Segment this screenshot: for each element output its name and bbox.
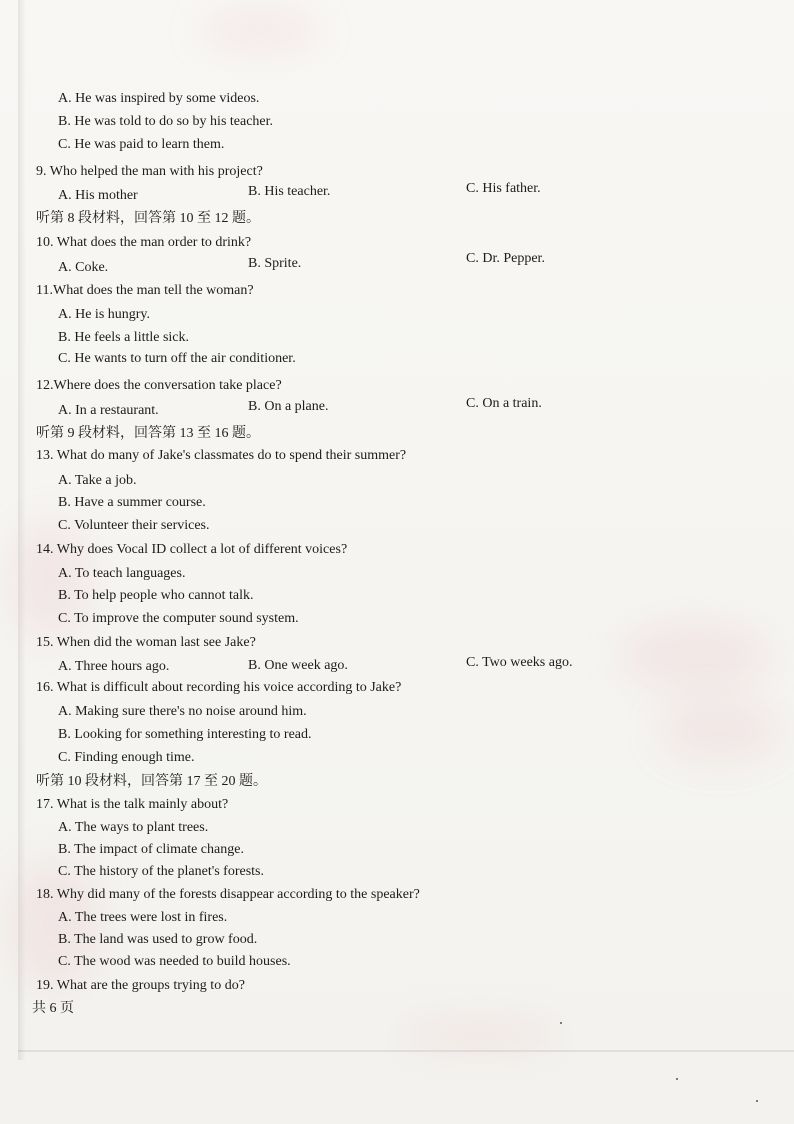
option-11c: C. He wants to turn off the air conditioner.	[58, 351, 296, 366]
option-15b: B. One week ago.	[248, 658, 348, 673]
pink-bleed-right-2	[660, 700, 780, 760]
option-16c: C. Finding enough time.	[58, 750, 195, 765]
question-18: 18. Why did many of the forests disappear according to the speaker?	[36, 887, 420, 902]
option-line: A. He was inspired by some videos.	[58, 91, 260, 106]
question-17: 17. What is the talk mainly about?	[36, 797, 229, 812]
option-9b: B. His teacher.	[248, 184, 331, 199]
section-10-heading: 听第 10 段材料，回答第 17 至 20 题。	[36, 774, 267, 789]
question-13: 13. What do many of Jake's classmates do to spend their summer?	[36, 448, 407, 463]
pink-bleed-top	[200, 10, 320, 50]
option-16a: A. Making sure there's no noise around him.	[58, 704, 307, 719]
section-8-heading: 听第 8 段材料，回答第 10 至 12 题。	[36, 211, 260, 226]
question-16: 16. What is difficult about recording his voice according to Jake?	[36, 680, 402, 695]
question-11: 11.What does the man tell the woman?	[36, 283, 254, 298]
option-18a: A. The trees were lost in fires.	[58, 910, 228, 925]
scan-speck	[756, 1100, 758, 1102]
question-9: 9. Who helped the man with his project?	[36, 164, 263, 179]
option-10b: B. Sprite.	[248, 256, 302, 271]
option-9c: C. His father.	[466, 181, 541, 196]
pink-bleed-right	[620, 620, 770, 690]
option-17b: B. The impact of climate change.	[58, 842, 244, 857]
section-9-heading: 听第 9 段材料，回答第 13 至 16 题。	[36, 426, 260, 441]
option-11a: A. He is hungry.	[58, 307, 151, 322]
page-footer: 共 6 页	[32, 1001, 74, 1016]
option-13b: B. Have a summer course.	[58, 495, 206, 510]
option-18c: C. The wood was needed to build houses.	[58, 954, 291, 969]
option-13a: A. Take a job.	[58, 473, 137, 488]
question-15: 15. When did the woman last see Jake?	[36, 635, 256, 650]
option-17a: A. The ways to plant trees.	[58, 820, 209, 835]
option-line: B. He was told to do so by his teacher.	[58, 114, 274, 129]
option-13c: C. Volunteer their services.	[58, 518, 210, 533]
page-bottom-edge	[18, 1050, 794, 1052]
option-12a: A. In a restaurant.	[58, 403, 159, 418]
question-14: 14. Why does Vocal ID collect a lot of different voices?	[36, 542, 348, 557]
scan-speck	[676, 1078, 678, 1080]
option-15c: C. Two weeks ago.	[466, 655, 573, 670]
pink-bleed-bottom	[400, 1020, 560, 1050]
option-14b: B. To help people who cannot talk.	[58, 588, 254, 603]
option-16b: B. Looking for something interesting to read.	[58, 727, 312, 742]
option-10a: A. Coke.	[58, 260, 109, 275]
option-line: C. He was paid to learn them.	[58, 137, 225, 152]
option-14a: A. To teach languages.	[58, 566, 186, 581]
scan-speck	[560, 1022, 562, 1024]
question-19: 19. What are the groups trying to do?	[36, 978, 245, 993]
question-12: 12.Where does the conversation take place?	[36, 378, 282, 393]
option-18b: B. The land was used to grow food.	[58, 932, 258, 947]
option-10c: C. Dr. Pepper.	[466, 251, 545, 266]
option-15a: A. Three hours ago.	[58, 659, 170, 674]
question-10: 10. What does the man order to drink?	[36, 235, 252, 250]
option-12b: B. On a plane.	[248, 399, 329, 414]
option-12c: C. On a train.	[466, 396, 542, 411]
option-14c: C. To improve the computer sound system.	[58, 611, 299, 626]
option-11b: B. He feels a little sick.	[58, 330, 190, 345]
option-17c: C. The history of the planet's forests.	[58, 864, 265, 879]
option-9a: A. His mother	[58, 188, 138, 203]
